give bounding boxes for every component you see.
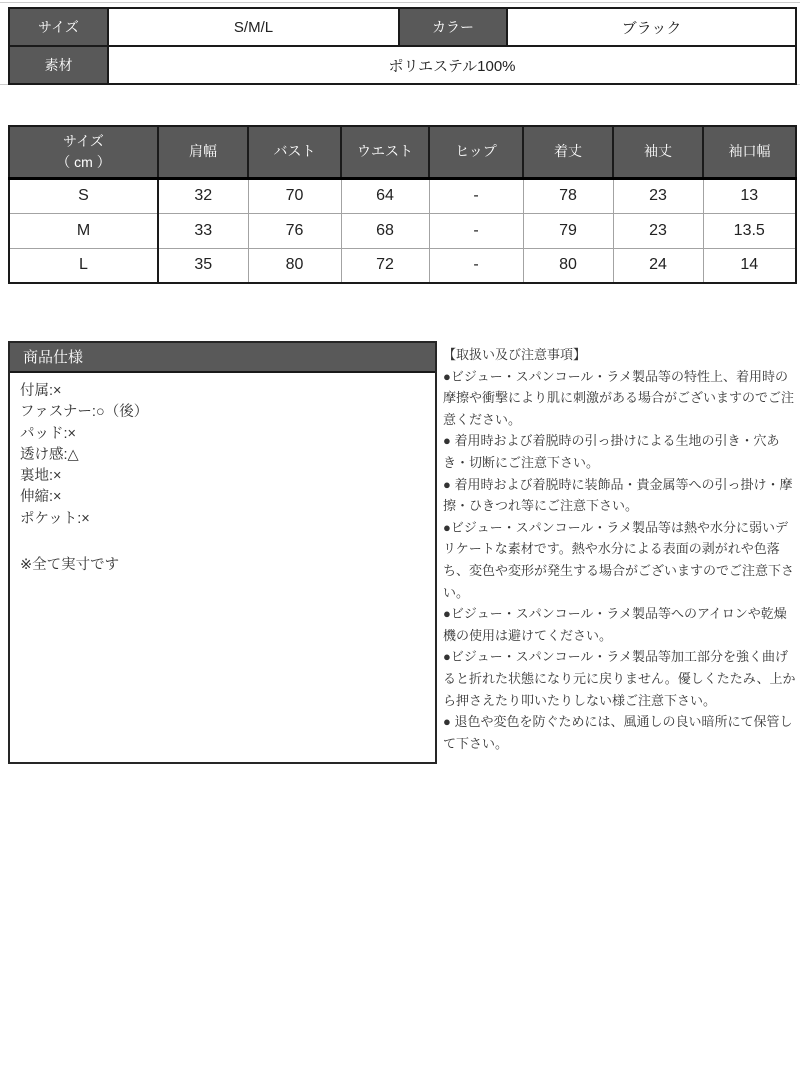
data-cell: 24 [613,248,703,283]
product-spec-box [8,341,437,764]
data-cell: 78 [523,178,613,213]
size-cell: L [9,248,158,283]
color-value-cell: ブラック [507,8,796,46]
data-cell: 72 [341,248,429,283]
data-cell: - [429,248,523,283]
spec-item-lining: 裏地:× [20,468,62,485]
precautions-title: 【取扱い及び注意事項】 [443,347,587,362]
product-spec-title: 商品仕様 [10,343,435,373]
size-value-cell: S/M/L [108,8,399,46]
header-cell-bust: バスト [248,126,341,178]
precaution-item: ●ビジュー・スパンコール・ラメ製品等は熱や水分に弱いデリケートな素材です。熱や水分による表面の剥がれや色落ち、変色や変形が発生する場合がございますのでご注意下さい。 [443,519,795,600]
spec-note-actual-size: ※全て実寸です [20,557,120,574]
size-label-cell: サイズ [9,8,108,46]
measurement-row-l [9,248,796,283]
color-label-cell: カラー [399,8,507,46]
material-label-cell: 素材 [9,46,108,84]
header-cell-sleeve: 袖丈 [613,126,703,178]
data-cell: 23 [613,178,703,213]
precaution-item: ● 着用時および着脱時の引っ掛けによる生地の引き・穴あき・切断にご注意下さい。 [443,433,780,470]
header-cell-hip: ヒップ [429,126,523,178]
spec-item-accessories: 付属:× [20,383,62,399]
precaution-item: ● 着用時および着脱時に装飾品・貴金属等への引っ掛け・摩擦・ひきつれ等にご注意下さい。 [443,476,793,514]
header-size-line2: （ cm ） [56,153,111,170]
header-cell-length: 着丈 [523,126,613,178]
precautions-section [443,344,799,754]
data-cell: - [429,213,523,248]
spec-item-fastener: ファスナー:○（後） [20,404,149,421]
data-cell: 13 [703,178,796,213]
spec-item-pocket: ポケット:× [20,510,90,527]
header-cell-size-cm [9,126,158,178]
precaution-item: ● 退色や変色を防ぐためには、風通しの良い暗所にて保管して下さい。 [443,714,793,751]
size-cell: M [9,213,158,248]
data-cell: 23 [613,213,703,248]
data-cell: 32 [158,178,248,213]
data-cell: 13.5 [703,213,796,248]
data-cell: 80 [523,248,613,283]
data-cell: 80 [248,248,341,283]
measurement-table [8,125,797,284]
product-spec-list [10,373,435,576]
precaution-item: ●ビジュー・スパンコール・ラメ製品等へのアイロンや乾燥機の使用は避けてください。 [443,606,787,643]
precaution-item: ●ビジュー・スパンコール・ラメ製品等の特性上、着用時の摩擦や衝撃により肌に刺激がある場合がございますのでご注意ください。 [443,368,795,427]
data-cell: 64 [341,178,429,213]
material-value-cell: ポリエステル100% [108,46,796,84]
data-cell: 76 [248,213,341,248]
size-cell: S [9,178,158,213]
data-cell: 14 [703,248,796,283]
size-color-material-table [8,7,797,85]
data-cell: - [429,178,523,213]
data-cell: 33 [158,213,248,248]
measurement-header-row [9,126,796,178]
page-divider-top [0,2,800,3]
data-cell: 35 [158,248,248,283]
header-cell-shoulder: 肩幅 [158,126,248,178]
data-cell: 79 [523,213,613,248]
table-row [9,8,796,46]
measurement-row-m [9,213,796,248]
spec-item-stretch: 伸縮:× [20,489,62,506]
header-size-line1: サイズ [63,132,104,149]
precaution-item: ●ビジュー・スパンコール・ラメ製品等加工部分を強く曲げると折れた状態になり元に戻りません。優しくたたみ、上から押さえたり叩いたりしない様ご注意下さい。 [443,649,796,708]
header-cell-cuff: 袖口幅 [703,126,796,178]
data-cell: 68 [341,213,429,248]
spec-item-pad: パッド:× [20,425,76,442]
spec-item-sheerness: 透け感:△ [20,446,79,463]
measurement-row-s [9,178,796,213]
table-row [9,46,796,84]
data-cell: 70 [248,178,341,213]
header-cell-waist: ウエスト [341,126,429,178]
